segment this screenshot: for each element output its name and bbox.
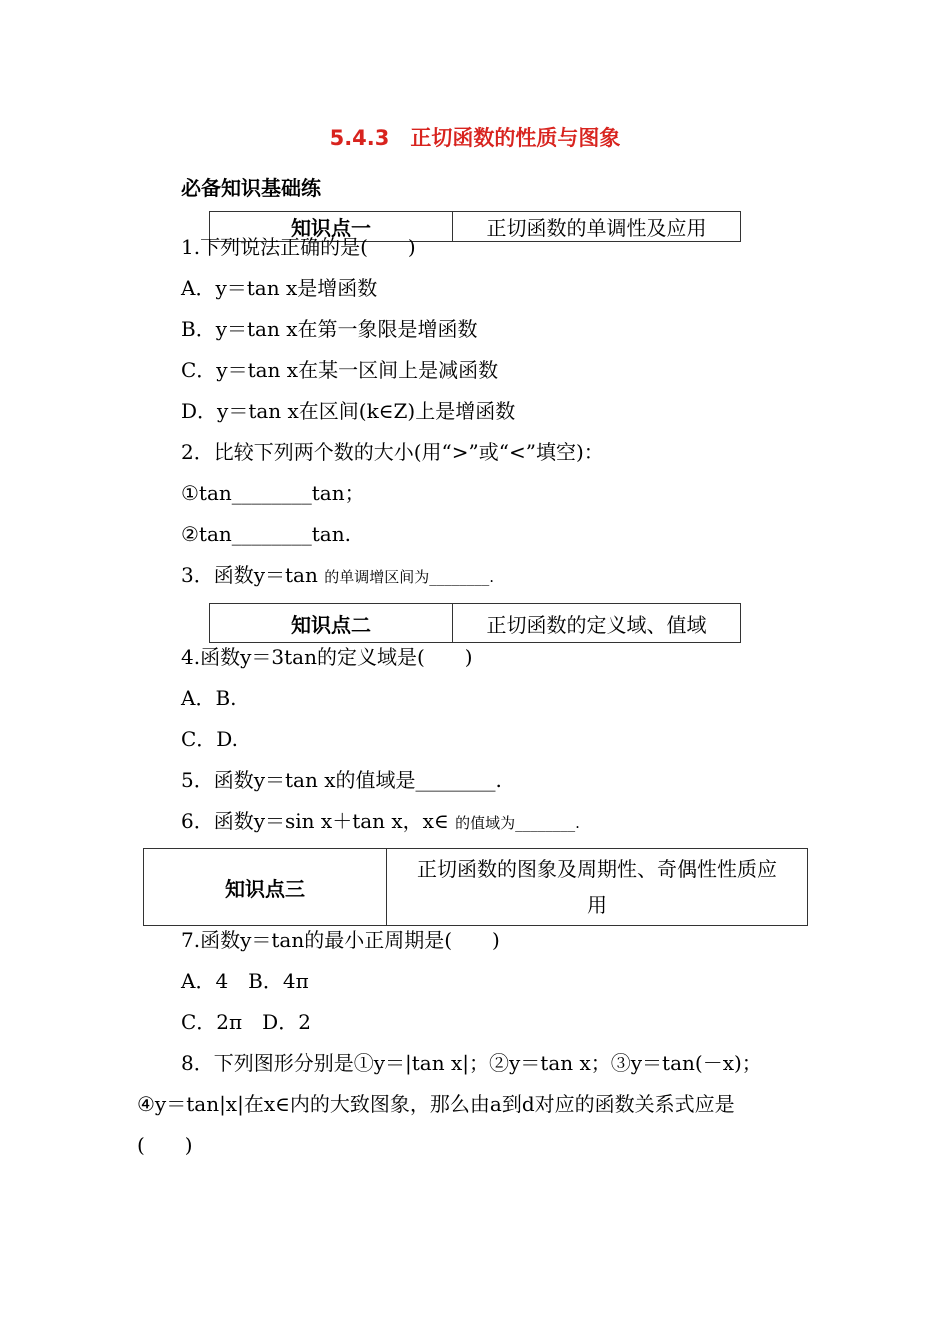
question-6 xyxy=(181,807,580,837)
knowledge-point-2-label: 知识点二 xyxy=(210,604,453,643)
knowledge-point-3-text-line-2: 用 xyxy=(587,893,607,917)
knowledge-point-2-text: 正切函数的定义域、值域 xyxy=(453,604,741,643)
question-4-options-ab: A．B. xyxy=(181,686,237,710)
question-6-main: 6．函数y＝sin x＋tan x，x∈ xyxy=(181,809,449,833)
knowledge-point-2-table xyxy=(209,603,741,643)
question-7-options-ab: A．4 B．4π xyxy=(181,969,309,993)
question-2: 2．比较下列两个数的大小(用“>”或“<”填空)： xyxy=(181,440,604,464)
question-5: 5．函数y＝tan x的值域是________. xyxy=(181,768,502,792)
question-1-option-b: B．y＝tan x在第一象限是增函数 xyxy=(181,317,478,341)
question-7-options-cd: C．2π D．2 xyxy=(181,1010,311,1034)
question-4-options-cd: C．D. xyxy=(181,727,238,751)
question-2-item-1: ①tan________tan； xyxy=(181,481,365,505)
question-1: 1.下列说法正确的是( ) xyxy=(181,235,416,259)
knowledge-point-3-table xyxy=(143,848,808,926)
question-4: 4.函数y＝3tan的定义域是( ) xyxy=(181,645,473,669)
knowledge-point-3-text-line-1: 正切函数的图象及周期性、奇偶性性质应 xyxy=(417,857,777,881)
question-6-tail: 的值域为________. xyxy=(455,814,580,832)
knowledge-point-1-text: 正切函数的单调性及应用 xyxy=(453,212,741,242)
question-8-line-3: ( ) xyxy=(137,1133,193,1157)
section-heading: 必备知识基础练 xyxy=(181,176,321,200)
question-3-tail: 的单调增区间为________. xyxy=(324,568,495,586)
question-7: 7.函数y＝tan的最小正周期是( ) xyxy=(181,928,500,952)
knowledge-point-1-label: 知识点一 xyxy=(210,212,453,242)
question-2-item-2: ②tan________tan. xyxy=(181,522,351,546)
question-1-option-d: D．y＝tan x在区间(k∈Z)上是增函数 xyxy=(181,399,516,423)
question-1-option-c: C．y＝tan x在某一区间上是减函数 xyxy=(181,358,499,382)
question-8-line-1: 8．下列图形分别是①y＝|tan x|；②y＝tan x；③y＝tan(－x)； xyxy=(181,1051,762,1075)
question-8-line-2: ④y＝tan|x|在x∈内的大致图象，那么由a到d对应的函数关系式应是 xyxy=(137,1092,735,1116)
knowledge-point-3-text xyxy=(387,849,808,926)
question-3-main: 3．函数y＝tan xyxy=(181,563,318,587)
page-title: 5.4.3 正切函数的性质与图象 xyxy=(329,126,621,150)
question-1-option-a: A．y＝tan x是增函数 xyxy=(181,276,378,300)
knowledge-point-3-label: 知识点三 xyxy=(144,849,387,926)
question-3 xyxy=(181,561,494,591)
